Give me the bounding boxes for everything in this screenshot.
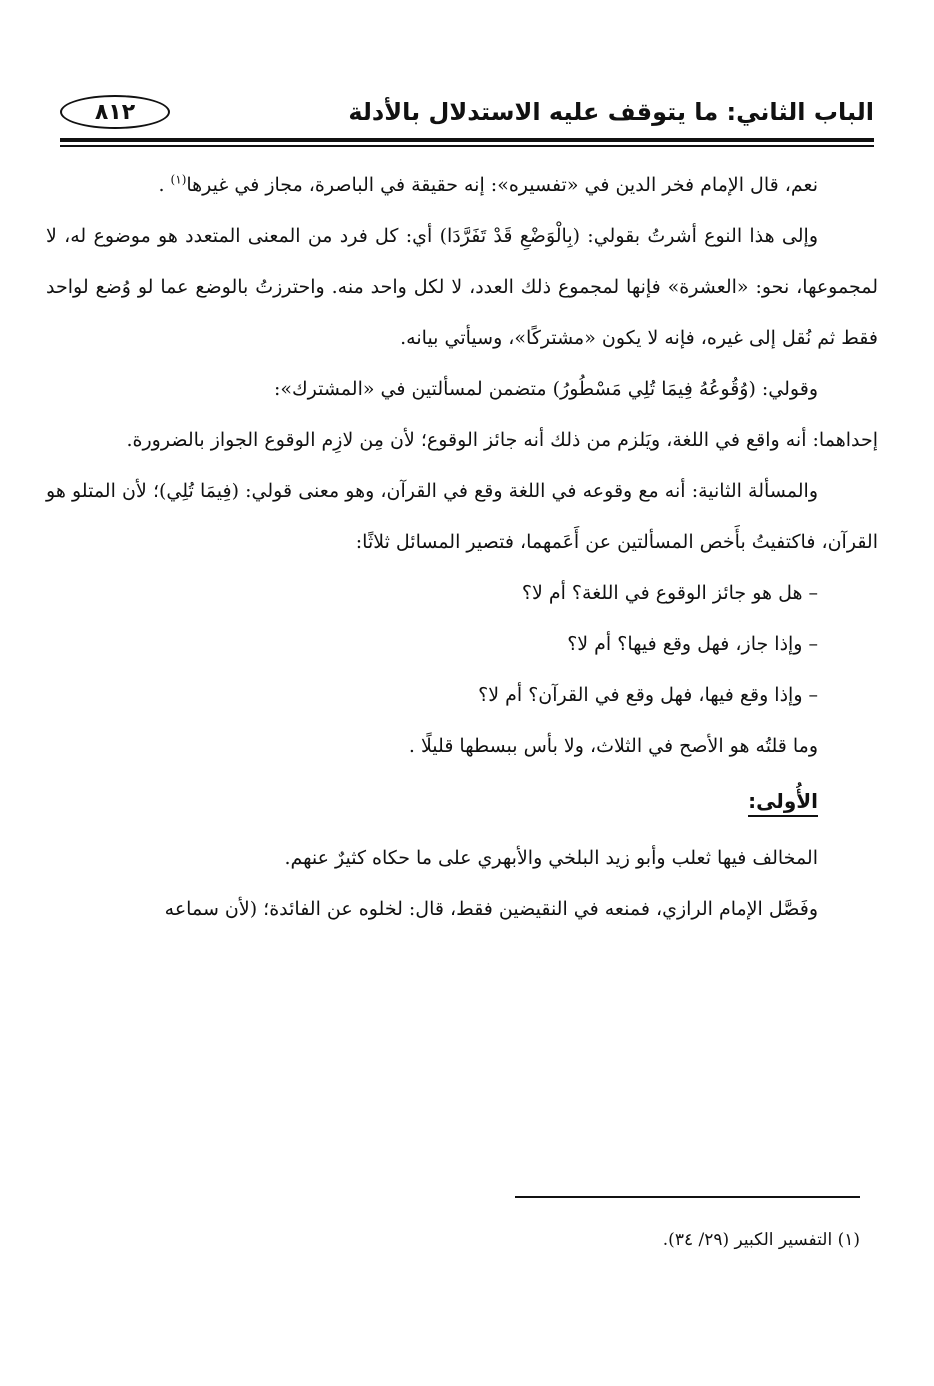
list-dash: – <box>808 582 818 604</box>
header-rule-thick <box>60 138 874 142</box>
list-dash: – <box>808 684 818 706</box>
paragraph-7: المخالف فيها ثعلب وأبو زيد البلخي والأبهري على ما حكاه كثيرٌ عنهم. <box>284 847 818 869</box>
paragraph-1-text: نعم، قال الإمام فخر الدين في «تفسيره»: إنه حقيقة في الباصرة، مجاز في غيرها <box>186 174 818 196</box>
paragraph-5: والمسألة الثانية: أنه مع وقوعه في اللغة وقع في القرآن، وهو معنى قولي: (فِيمَا تُلِي)؛ لأن المتلو هو القرآن، فاكتفيتُ بأَخص المسألتين عن أَعَمهما، فتصير المسائل ثلاثًا: <box>46 480 878 553</box>
section-heading <box>46 776 878 827</box>
list-dash: – <box>808 633 818 655</box>
list-item <box>46 670 878 721</box>
paragraph-2: وإلى هذا النوع أشرتُ بقولي: (بِالْوَضْعِ قَدْ تَفَرَّدَا) أي: كل فرد من المعنى المتعدد هو موضوع له، لا لمجموعها، نحو: «العشرة» فإنها لمجموع ذلك العدد، لا لكل واحد منه. واحترزتُ بالوضع عما لو وُضع لواحد فقط ثم نُقل إلى غيره، فإنه لا يكون «مشتركًا»، وسيأتي بيانه. <box>46 225 878 349</box>
list-item-text: هل هو جائز الوقوع في اللغة؟ أم لا؟ <box>521 582 803 604</box>
list-item-text: وإذا وقع فيها، فهل وقع في القرآن؟ أم لا؟ <box>478 684 803 706</box>
paragraph-1-end: . <box>158 174 171 196</box>
paragraph-6: وما قلتُه هو الأصح في الثلاث، ولا بأس ببسطها قليلًا . <box>408 735 818 757</box>
list-item-text: وإذا جاز، فهل وقع فيها؟ أم لا؟ <box>567 633 803 655</box>
list-item <box>46 568 878 619</box>
paragraph-1 <box>46 160 878 211</box>
header-rule-thin <box>60 145 874 147</box>
main-text <box>46 160 878 935</box>
page-number-badge: ٨١٢ <box>60 95 170 129</box>
paragraph-8: وفَصَّل الإمام الرازي، فمنعه في النقيضين فقط، قال: لخلوه عن الفائدة؛ (لأن سماعه <box>164 898 818 920</box>
footnote: (١) التفسير الكبير (٢٩/ ٣٤). <box>662 1230 860 1250</box>
section-heading-text: الأُولى: <box>748 789 818 817</box>
footnote-reference: (١) <box>170 172 187 187</box>
paragraph-4: إحداهما: أنه واقع في اللغة، ويَلزم من ذلك أنه جائز الوقوع؛ لأن مِن لازِم الوقوع الجواز بالضرورة. <box>126 429 878 451</box>
chapter-title: الباب الثاني: ما يتوقف عليه الاستدلال بالأدلة <box>348 98 874 126</box>
footnote-rule <box>515 1196 860 1198</box>
list-item <box>46 619 878 670</box>
paragraph-3: وقولي: (وُقُوعُهُ فِيمَا تُلِي مَسْطُورُ) متضمن لمسألتين في «المشترك»: <box>273 378 818 400</box>
running-header <box>60 88 874 136</box>
